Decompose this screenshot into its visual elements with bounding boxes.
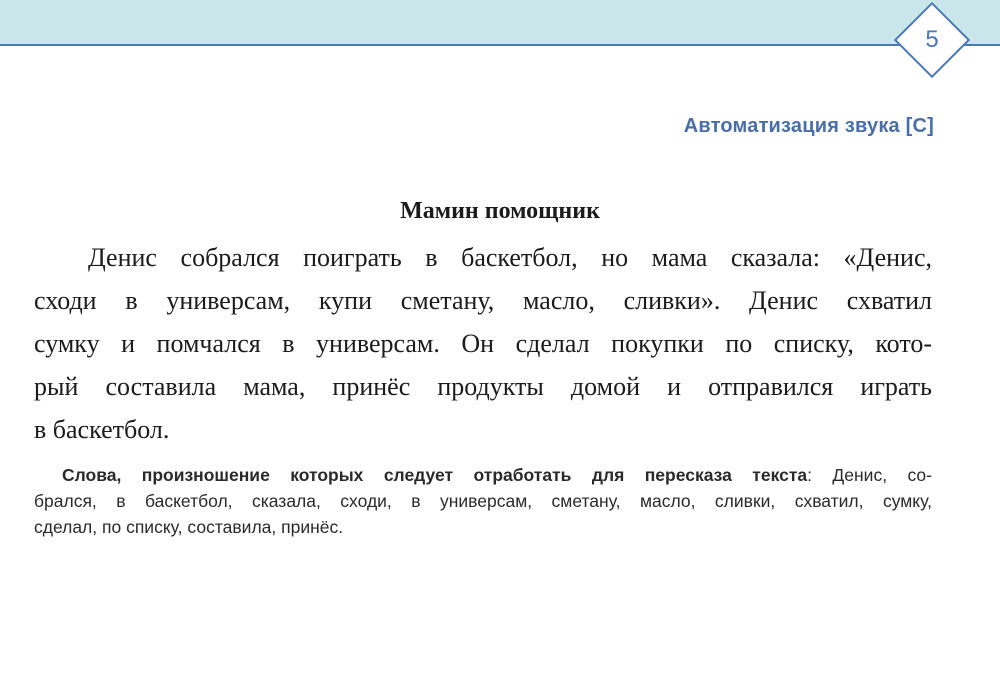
section-title: Автоматизация звука [С] [683, 115, 934, 137]
page-number: 5 [925, 26, 939, 53]
note-line: брался, в баскетбол, сказала, сходи, в универсам, сметану, масло, сливки, схватил, сумку, [34, 491, 932, 511]
header-band [0, 0, 1000, 46]
note-words: : Денис, со- [807, 465, 932, 485]
story-line: сумку и помчался в универсам. Он сделал покупки по списку, кото- [34, 329, 932, 358]
pronunciation-note [34, 462, 932, 540]
note-line: сделал, по списку, составила, принёс. [34, 517, 344, 537]
note-line [34, 462, 932, 488]
story-line: сходи в универсам, купи сметану, масло, сливки». Денис схватил [34, 286, 932, 315]
story-line: рый составила мама, принёс продукты домой и отправился играть [34, 372, 932, 401]
story-text [34, 236, 932, 451]
story-title: Мамин помощник [400, 198, 600, 224]
note-label: Слова, произношение которых следует отработать для пересказа текста [62, 465, 808, 485]
story-line: в баскетбол. [34, 415, 170, 444]
story-line: Денис собрался поиграть в баскетбол, но мама сказала: «Денис, [88, 243, 932, 272]
